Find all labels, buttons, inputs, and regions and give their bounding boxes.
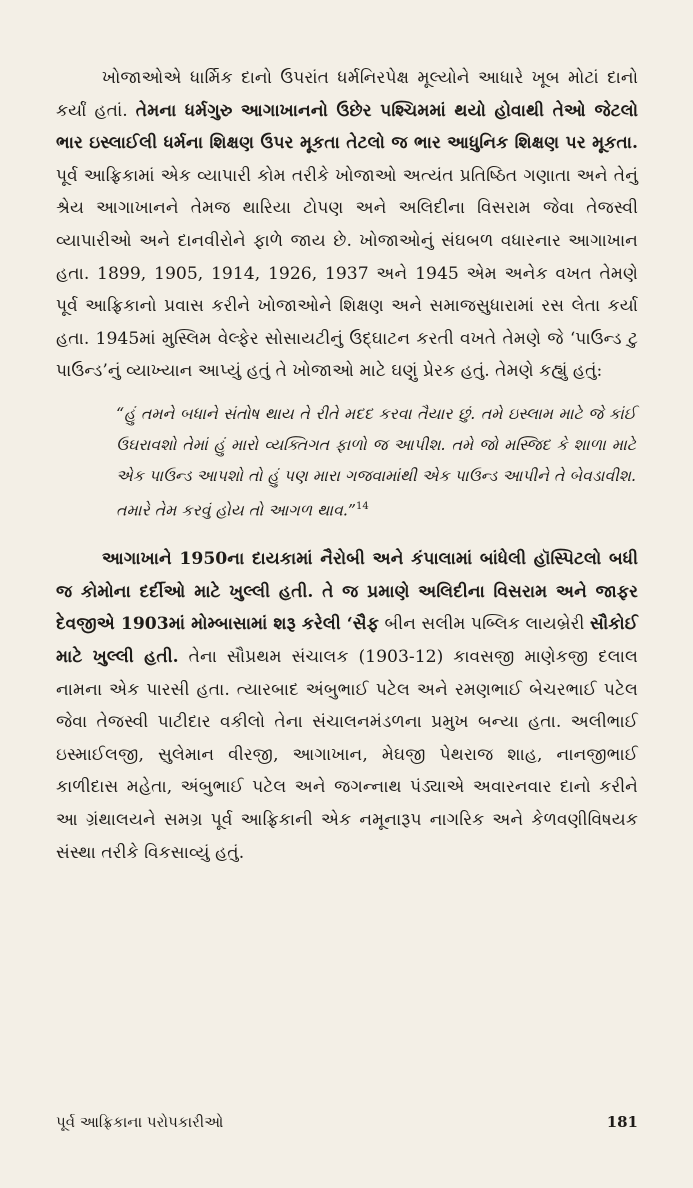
- paragraph-2-text-b: તેના સૌપ્રથમ સંચાલક (1903-12) કાવસજી માણેકજી દલાલ નામના એક પારસી હતા. ત્યારબાદ અંબુભાઈ પટેલ અને રમણભાઈ બેચરભાઈ પટેલ જેવા તેજસ્વી પાટીદાર વકીલો તેના સંચાલનમંડળના પ્રમુખ બન્યા હતા. અલીભાઈ ઇસ્માઈલજી, સુલેમાન વીરજી, આગાખાન, મેઘજી પેથરાજ શાહ, નાનજીભાઈ કાળીદાસ મહેતા, અંબુભાઈ પટેલ અને જગન્નાથ પંડ્યાએ અવારનવાર દાનો કરીને આ ગ્રંથાલયને સમગ્ર પૂર્વ આફ્રિકાની એક નમૂનારૂપ નાગરિક અને કેળવણીવિષયક સંસ્થા તરીકે વિકસાવ્યું હતું.: [56, 646, 638, 863]
- paragraph-2: [56, 543, 638, 869]
- paragraph-1-text-a: ખોજાઓએ ધાર્મિક દાનો ઉપરાંત ધર્મનિરપેક્ષ મૂલ્યોને આધારે ખૂબ મોટાં દાનો કર્યાં હતાં.: [56, 68, 638, 121]
- book-page: [56, 62, 638, 1152]
- page-footer: [56, 1113, 638, 1131]
- page-number: 181: [606, 1113, 638, 1131]
- paragraph-1-text-b: પૂર્વ આફ્રિકામાં એક વ્યાપારી કોમ તરીકે ખોજાઓ અત્યંત પ્રતિષ્ઠિત ગણાતા અને તેનું શ્રેય આગાખાનને તેમજ થારિયા ટોપણ અને અલિદીના વિસરામ જેવા તેજસ્વી વ્યાપારીઓ અને દાનવીરોને ફાળે જાય છે. ખોજાઓનું સંઘબળ વધારનાર આગાખાન હતા. 1899, 1905, 1914, 1926, 1937 અને 1945 એમ અનેક વખત તેમણે પૂર્વ આફ્રિકાનો પ્રવાસ કરીને ખોજાઓને શિક્ષણ અને સમાજસુધારામાં રસ લેતા કર્યા હતા. 1945માં મુસ્લિમ વેલ્ફેર સોસાયટીનું ઉદ્‌ઘાટન કરતી વખતે તેમણે જે ‘પાઉન્ડ ટુ પાઉન્ડ’નું વ્યાખ્યાન આપ્યું હતું તે ખોજાઓ માટે ઘણું પ્રેરક હતું. તેમણે કહ્યું હતું:: [56, 165, 638, 382]
- paragraph-2-text-a: બીન સલીમ પબ્લિક લાયબ્રેરી: [378, 614, 590, 635]
- running-title: પૂર્વ આફ્રિકાના પરોપકારીઓ: [56, 1113, 224, 1131]
- paragraph-2-bold-text-b: સૌકોઈ માટે ખુલ્લી હતી.: [56, 614, 638, 667]
- paragraph-1-bold-text: તેમના ધર્મગુરુ આગાખાનનો ઉછેર પશ્ચિમમાં થયો હોવાથી તેઓ જેટલો ભાર ઇસ્લાઈલી ધર્મના શિક્ષણ ઉપર મૂકતા તેટલો જ ભાર આધુનિક શિક્ષણ પર મૂકતા.: [56, 100, 638, 154]
- paragraph-1: [56, 62, 638, 388]
- footnote-marker: 14: [356, 500, 369, 512]
- quote-text: “હું તમને બધાને સંતોષ થાય તે રીતે મદદ કરવા તૈયાર છું. તમે ઇસ્લામ માટે જે કાંઈ ઉઘરાવશો તેમાં હું મારો વ્યક્તિગત ફાળો જ આપીશ. તમે જો મસ્જિદ કે શાળા માટે એક પાઉન્ડ આપશો તો હું પણ મારા ગજવામાંથી એક પાઉન્ડ આપીને તે બેવડાવીશ. તમારે તેમ કરવું હોય તો આગળ થાવ.”: [116, 403, 636, 520]
- paragraph-2-bold-text-a: આગાખાને 1950ના દાયકામાં નૈરોબી અને કંપાલામાં બાંધેલી હૉસ્પિટલો બધી જ કોમોના દર્દીઓ માટે ખુલ્લી હતી. તે જ પ્રમાણે અલિદીના વિસરામ અને જાફર દેવજીએ 1903માં મોમ્બાસામાં શરૂ કરેલી ‘સૈફ: [56, 549, 638, 635]
- block-quote: [116, 398, 636, 525]
